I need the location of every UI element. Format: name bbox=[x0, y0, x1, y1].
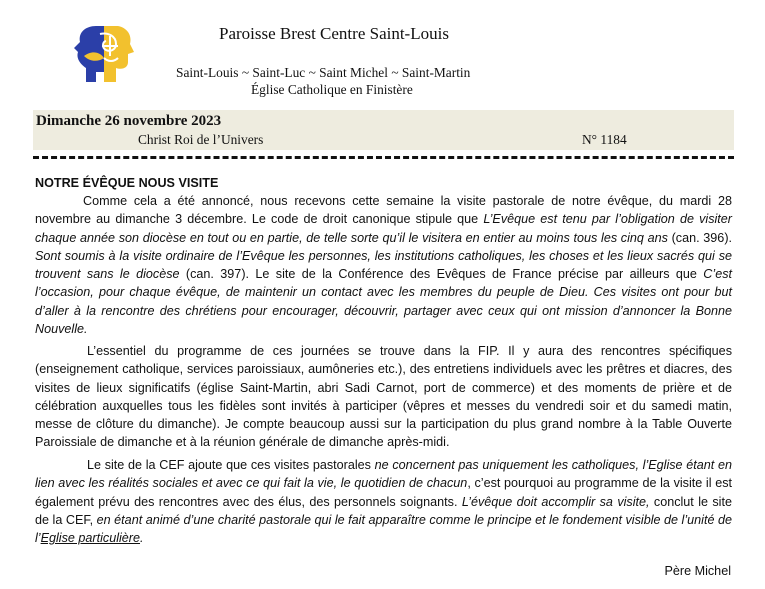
issue-date: Dimanche 26 novembre 2023 bbox=[36, 113, 222, 129]
parish-title: Paroisse Brest Centre Saint-Louis bbox=[219, 24, 449, 43]
article-paragraph-2: L’essentiel du programme de ces journées se trouve dans la FIP. Il y aura des rencontres spécifiques (enseignement catholique, services paroissiaux, aumôneries etc.), des entretiens individuels avec les prêtres et diacres, des visites de lieux significatifs (église Saint-Martin, abri Sadi Carnot, port de commerce) et des moments de prière et de célébration auxquelles tous les fidèles sont invités à participer (vêpres et messes du vendredi soir et du samedi matin, messe de clôture du dimanche). Je compte beaucoup aussi sur la participation du plus grand nombre à la Table Ouverte Paroissiale de dimanche et à la réunion générale de dimanche après-midi. bbox=[35, 344, 732, 450]
signature: Père Michel bbox=[664, 564, 731, 578]
feast-name: Christ Roi de l’Univers bbox=[138, 132, 264, 147]
churches-line: Saint-Louis ~ Saint-Luc ~ Saint Michel ~ Saint-Martin bbox=[176, 65, 471, 80]
date-bar bbox=[33, 110, 734, 150]
parish-logo bbox=[74, 22, 134, 88]
article-paragraph-3: Le site de la CEF ajoute que ces visites pastorales ne concernent pas uniquement les catholiques, l’Eglise étant en lien avec les réalités sociales et avec ce qui fait la vie, le quotidien de chacun, c’est pourquoi au programme de la visite il est également prévu des rencontres avec des élus, des personnels soignants. L’évêque doit accomplir sa visite, conclut le site de la CEF, en étant animé d’une charité pastorale qui le fait apparaître comme le principe et le fondement visible de l’unité de l’Eglise particulière. bbox=[35, 458, 732, 546]
issue-number: N° 1184 bbox=[582, 132, 627, 147]
parish-logo-icon bbox=[74, 22, 134, 88]
church-subtitle: Église Catholique en Finistère bbox=[251, 82, 413, 97]
article-heading: NOTRE ÉVÊQUE NOUS VISITE bbox=[35, 176, 219, 190]
article-paragraph-1: Comme cela a été annoncé, nous recevons cette semaine la visite pastorale de notre évêque, du mardi 28 novembre au dimanche 3 décembre. Le code de droit canonique stipule que L’Evêque est tenu par l’obligation de visiter chaque année son diocèse en tout ou en partie, de telle sorte qu’il le visitera en entier au moins tous les cinq ans (can. 396). Sont soumis à la visite ordinaire de l’Evêque les personnes, les institutions catholiques, les choses et les lieux sacrés qui se trouvent sans le diocèse (can. 397). Le site de la Conférence des Evêques de France précise par ailleurs que C’est l’occasion, pour chaque évêque, de maintenir un contact avec les membres du peuple de Dieu. Ces visites ont pour but d’aller à la rencontre des chrétiens pour encourager, découvrir, partager avec ceux qui ont mission d’annoncer la Bonne Nouvelle. bbox=[35, 194, 733, 337]
underlined-phrase: Eglise particulière bbox=[40, 531, 141, 546]
separator-line bbox=[33, 156, 734, 159]
